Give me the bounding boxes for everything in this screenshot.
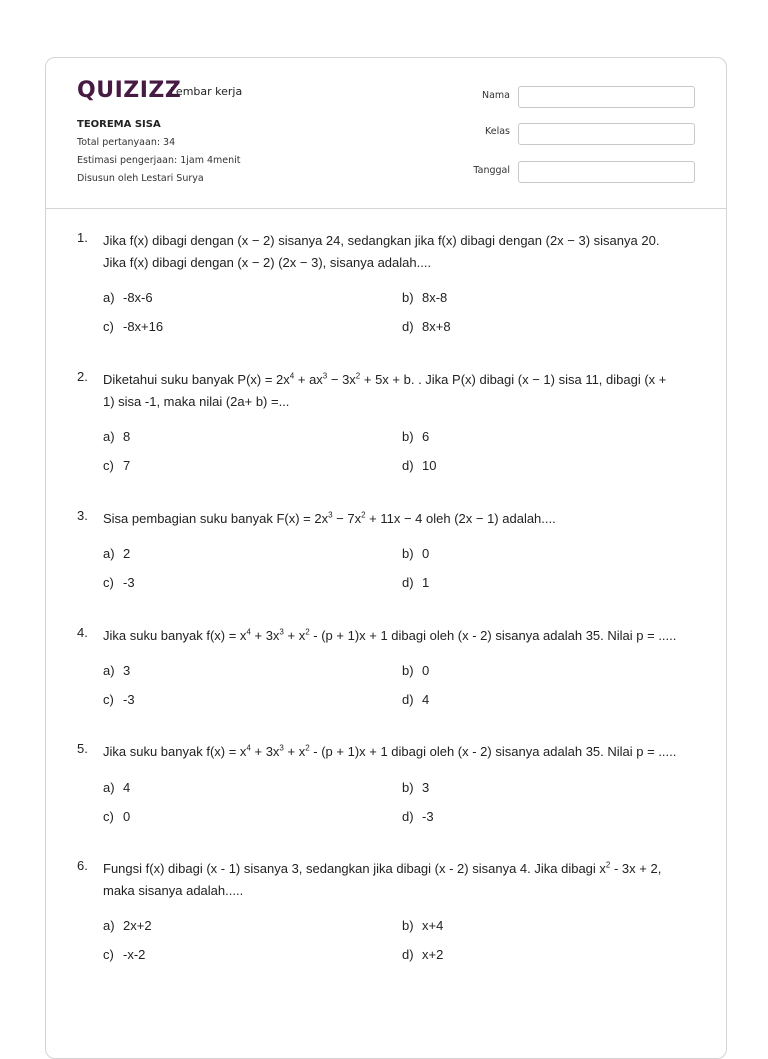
option-c[interactable]: c) -3 [103, 692, 135, 707]
question-number: 5. [77, 741, 88, 756]
option-c[interactable]: c) -8x+16 [103, 319, 164, 334]
class-field[interactable] [518, 123, 695, 145]
option-a[interactable]: a) 3 [103, 663, 131, 678]
option-d[interactable]: d) 1 [402, 575, 430, 590]
option-a[interactable]: a) 4 [103, 780, 131, 795]
total-questions: Total pertanyaan: 34 [77, 137, 176, 148]
option-b[interactable]: b) 6 [402, 429, 430, 444]
question-text: Jika f(x) dibagi dengan (x − 2) sisanya 24, sedangkan jika f(x) dibagi dengan (2x − 3) sisanya 20. Jika f(x) dibagi dengan (x − 2) (2x − 3), sisanya adalah.... [103, 233, 660, 270]
option-c[interactable]: c) -3 [103, 575, 135, 590]
option-a[interactable]: a) -8x-6 [103, 290, 153, 305]
option-b[interactable]: b) x+4 [402, 918, 444, 933]
date-label: Tanggal [473, 165, 510, 176]
question-text: Jika suku banyak $f(x) = x^4 + 3x^3 + x^2 - (p + 1)x + 1$ dibagi oleh (x - 2) sisanya adalah 35. Nilai p = ..... [103, 743, 677, 759]
option-b[interactable]: b) 0 [402, 663, 430, 678]
date-field[interactable] [518, 161, 695, 183]
option-a[interactable]: a) 8 [103, 429, 131, 444]
option-d[interactable]: d) x+2 [402, 947, 444, 962]
option-a[interactable]: a) 2 [103, 546, 131, 561]
option-d[interactable]: d) -3 [402, 809, 434, 824]
question-text: Jika suku banyak $f(x) = x^4 + 3x^3 + x^2 - (p + 1)x + 1$ dibagi oleh (x - 2) sisanya adalah 35. Nilai p = ..... [103, 627, 677, 643]
worksheet-title: TEOREMA SISA [77, 119, 161, 130]
worksheet-header [46, 58, 726, 209]
author-line: Disusun oleh Lestari Surya [77, 173, 204, 184]
class-label: Kelas [484, 126, 510, 137]
option-d[interactable]: d) 8x+8 [402, 319, 451, 334]
question-text: Fungsi f(x) dibagi (x - 1) sisanya 3, sedangkan jika dibagi (x - 2) sisanya 4. Jika dibagi $x^2 - 3x + 2$, maka sisanya adalah..... [103, 860, 662, 898]
worksheet [45, 57, 727, 1059]
question-number: 6. [77, 858, 88, 873]
question-number: 2. [77, 369, 88, 384]
question-number: 1. [77, 230, 88, 245]
option-b[interactable]: b) 3 [402, 780, 430, 795]
estimated-time: Estimasi pengerjaan: 1jam 4menit [77, 155, 241, 166]
question-text: Sisa pembagian suku banyak $F(x) = 2x^3 - 7x^2 + 11x - 4$ oleh (2x − 1) adalah.... [103, 510, 556, 526]
question-number: 3. [77, 508, 88, 523]
name-label: Nama [481, 90, 510, 101]
option-d[interactable]: d) 10 [402, 458, 437, 473]
question-text: Diketahui suku banyak $P(x) = 2x^4 + ax^3 - 3x^2 + 5x + b$. . Jika P(x) dibagi (x − 1) sisa 11, dibagi (x + 1) sisa -1, maka nilai (2a+ b) =... [103, 371, 667, 409]
document-type: Lembar kerja [170, 85, 243, 98]
quizizz-logo: QUIZIZZ [77, 78, 182, 103]
option-c[interactable]: c) 7 [103, 458, 131, 473]
option-b[interactable]: b) 8x-8 [402, 290, 448, 305]
question-number: 4. [77, 625, 88, 640]
option-c[interactable]: c) 0 [103, 809, 131, 824]
name-field[interactable] [518, 86, 695, 108]
option-a[interactable]: a) 2x+2 [103, 918, 152, 933]
option-b[interactable]: b) 0 [402, 546, 430, 561]
option-d[interactable]: d) 4 [402, 692, 430, 707]
option-c[interactable]: c) -x-2 [103, 947, 146, 962]
